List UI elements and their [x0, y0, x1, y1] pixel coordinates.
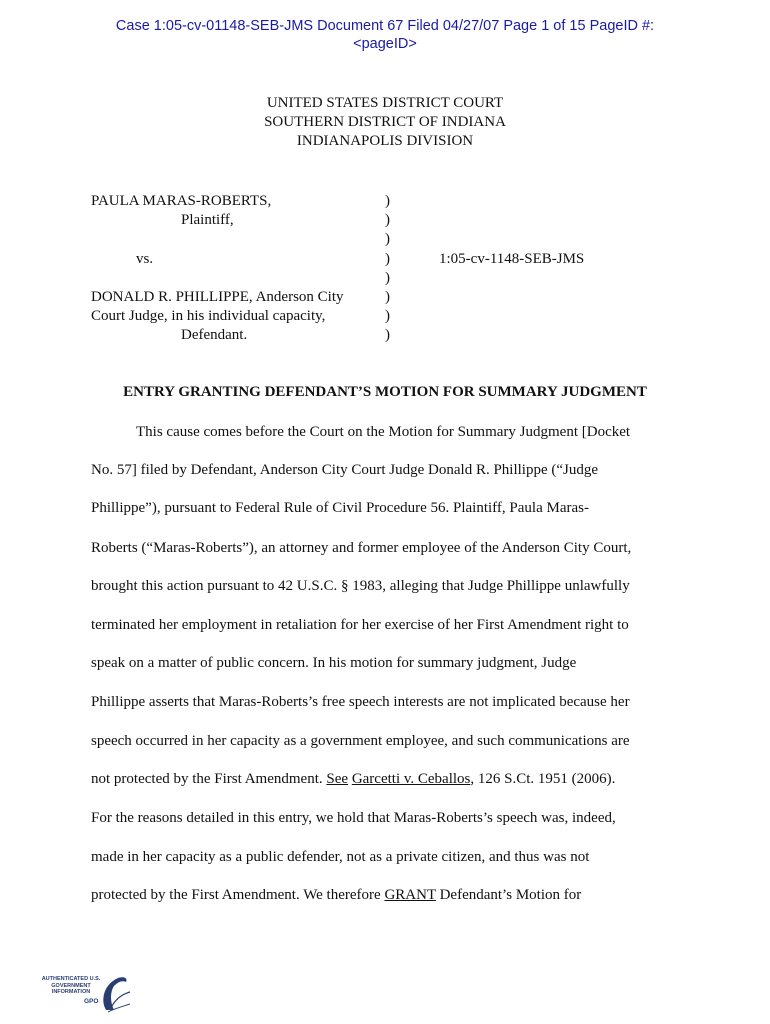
- body-text: protected by the First Amendment. We therefore: [91, 887, 385, 903]
- case-header: Case 1:05-cv-01148-SEB-JMS Document 67 Filed 04/27/07 Page 1 of 15 PageID #:: [115, 18, 655, 34]
- gpo-authentication-seal: [40, 970, 132, 1016]
- body-line: [91, 887, 581, 904]
- body-text: Defendant’s Motion for: [435, 887, 582, 903]
- case-number: 1:05-cv-1148-SEB-JMS: [439, 251, 585, 267]
- defendant-capacity: Court Judge, in his individual capacity,: [91, 308, 326, 324]
- plaintiff-role: Plaintiff,: [181, 212, 234, 228]
- body-line: Phillippe”), pursuant to Federal Rule of Civil Procedure 56. Plaintiff, Paula Maras-: [91, 500, 589, 516]
- page-id-line: <pageID>: [353, 36, 417, 52]
- caption-paren: ): [385, 193, 390, 209]
- caption-paren: ): [385, 308, 390, 324]
- defendant-name: DONALD R. PHILLIPPE, Anderson City: [91, 289, 344, 305]
- body-line: Phillippe asserts that Maras-Roberts’s free speech interests are not implicated because her: [91, 694, 630, 710]
- caption-paren: ): [385, 251, 390, 267]
- body-line: speak on a matter of public concern. In his motion for summary judgment, Judge: [91, 655, 577, 671]
- body-line: terminated her employment in retaliation for her exercise of her First Amendment right to: [91, 617, 629, 633]
- caption-paren: ): [385, 231, 390, 247]
- court-name: UNITED STATES DISTRICT COURT: [266, 95, 504, 111]
- body-line: No. 57] filed by Defendant, Anderson City Court Judge Donald R. Phillippe (“Judge: [91, 462, 599, 478]
- caption-paren: ): [385, 270, 390, 286]
- signal-see: See: [326, 771, 349, 787]
- body-line: Roberts (“Maras-Roberts”), an attorney and former employee of the Anderson City Court,: [91, 540, 632, 556]
- grant-ruling: GRANT: [384, 887, 436, 903]
- seal-text: AUTHENTICATED U.S. GOVERNMENT INFORMATION: [41, 976, 101, 995]
- court-division: INDIANAPOLIS DIVISION: [296, 133, 474, 149]
- seal-gpo-label: GPO: [84, 998, 99, 1005]
- caption-paren: ): [385, 212, 390, 228]
- versus: vs.: [136, 251, 154, 267]
- entry-title: ENTRY GRANTING DEFENDANT’S MOTION FOR SUMMARY JUDGMENT: [123, 384, 647, 400]
- body-line: brought this action pursuant to 42 U.S.C. § 1983, alleging that Judge Phillippe unlawfully: [91, 578, 630, 594]
- body-line: [91, 771, 615, 788]
- body-line: speech occurred in her capacity as a government employee, and such communications are: [91, 733, 630, 749]
- body-text: , 126 S.Ct. 1951 (2006).: [470, 771, 616, 787]
- caption-paren: ): [385, 327, 390, 343]
- body-line: This cause comes before the Court on the Motion for Summary Judgment [Docket: [136, 424, 631, 440]
- body-text: not protected by the First Amendment.: [91, 771, 327, 787]
- body-line: For the reasons detailed in this entry, we hold that Maras-Roberts’s speech was, indeed,: [91, 810, 616, 826]
- case-citation: Garcetti v. Ceballos: [351, 771, 471, 787]
- body-line: made in her capacity as a public defender, not as a private citizen, and thus was not: [91, 849, 590, 865]
- court-district: SOUTHERN DISTRICT OF INDIANA: [264, 114, 506, 130]
- caption-paren: ): [385, 289, 390, 305]
- defendant-role: Defendant.: [181, 327, 248, 343]
- plaintiff-name: PAULA MARAS-ROBERTS,: [91, 193, 272, 209]
